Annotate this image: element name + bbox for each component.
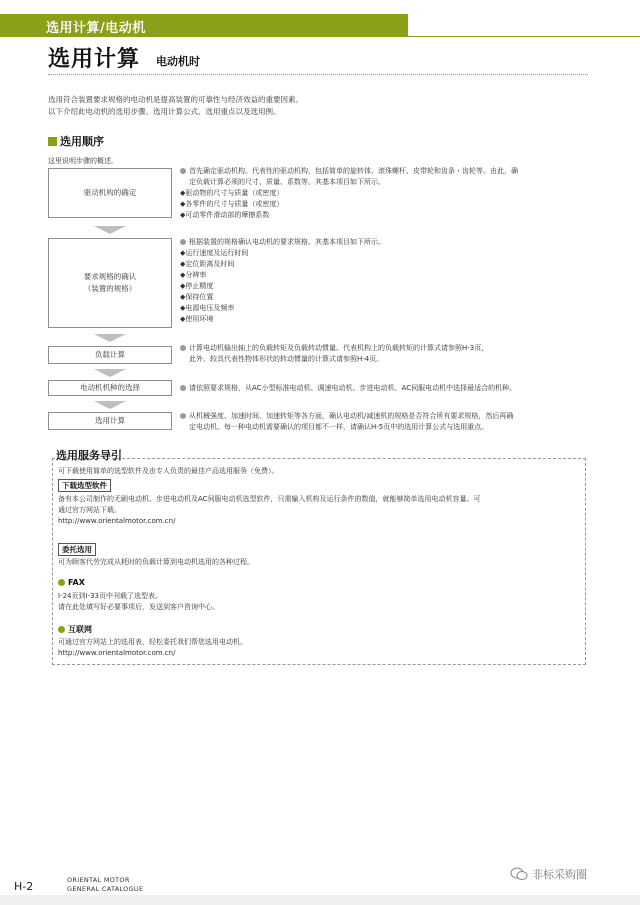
- down-arrow-icon: [94, 401, 126, 409]
- header-divider: [0, 36, 640, 37]
- step-label: 要求规格的确认: [83, 272, 137, 281]
- bullet-row: 计算电动机输出轴上的负载转矩及负载转动惯量。代表机构上的负载转矩的计算式请参照H-3页，: [180, 343, 590, 354]
- step-details: [180, 383, 590, 394]
- down-arrow-icon: [94, 334, 126, 342]
- service-guide-title: 选用服务导引: [56, 449, 122, 462]
- entrust-selection-label: 委托选用: [58, 543, 96, 556]
- bullet-dot-icon: [180, 168, 186, 174]
- bullet-item: ◆运行速度及运行时间: [180, 249, 249, 257]
- chat-bubble-icon: [510, 867, 528, 881]
- intro-text: [48, 94, 588, 118]
- procedure-description: 这里说明步骤的概述。: [48, 157, 118, 165]
- step-details: [180, 237, 590, 325]
- service-intro: 可下载使用简单的选型软件及由专人负责的最佳产品选用服务（免费）。: [58, 467, 279, 475]
- internet-heading: 互联网: [58, 624, 92, 635]
- bullet-item: ◆停止精度: [180, 282, 214, 290]
- category-header: [0, 14, 408, 36]
- step-label: （装置的规格）: [83, 284, 137, 293]
- bullet-item: ◆分辨率: [180, 271, 207, 279]
- footer-brand: ORIENTAL MOTOR GENERAL CATALOGUE: [67, 876, 144, 893]
- square-bullet-icon: [48, 137, 57, 146]
- page-subtitle: 电动机时: [156, 55, 200, 68]
- bullet-item: ◆各零件的尺寸与质量（或密度）: [180, 200, 284, 208]
- internet-description: 可通过官方网站上的选用表，轻松委托我们帮您选用电动机。 http://www.orientalmotor.com.cn/: [58, 637, 578, 659]
- step-label: 选用计算: [95, 416, 125, 425]
- bullet-dot-icon: [58, 626, 65, 633]
- bullet-item: ◆使用环境: [180, 315, 214, 323]
- download-description: 备有本公司制作的无刷电动机、步进电动机及AC伺服电动机选型软件，只需输入机构及运行条件的数值，就能够简单选用电动机容量。可 通过官方网站下载。 http://www.orientalmotor.com.cn/: [58, 494, 578, 527]
- procedure-title-text: 选用顺序: [60, 135, 104, 148]
- bullet-item: ◆电源电压及频率: [180, 304, 235, 312]
- bullet-continuation: 此外，较具代表性物体形状的转动惯量的计算式请参照H-4页。: [189, 355, 384, 363]
- internet-url-link[interactable]: http://www.orientalmotor.com.cn/: [58, 649, 176, 657]
- step-details: [180, 343, 590, 365]
- step-box-requirements: [48, 238, 172, 328]
- bullet-row: 根据装置的规格确认电动机的要求规格。其基本项目如下所示。: [180, 237, 590, 248]
- bullet-dot-icon: [180, 413, 186, 419]
- step-label: 驱动机构的确定: [83, 188, 137, 197]
- download-url-link[interactable]: http://www.orientalmotor.com.cn/: [58, 517, 176, 525]
- down-arrow-icon: [94, 226, 126, 234]
- bullet-dot-icon: [180, 345, 186, 351]
- bullet-dot-icon: [180, 385, 186, 391]
- intro-line: 选用符合装置要求规格的电动机是提高装置的可靠性与经济效益的重要因素。: [48, 95, 303, 104]
- step-label: 负载计算: [95, 350, 125, 359]
- entrust-description: 可为顾客代劳完成从耗时的负载计算到电动机选用的各种过程。: [58, 558, 254, 566]
- page-title: 选用计算: [48, 47, 141, 72]
- bullet-item: ◆可动零件滑动部的摩擦系数: [180, 211, 270, 219]
- title-divider: [48, 74, 588, 75]
- page-number: H-2: [14, 880, 34, 893]
- step-box-motor-type: [48, 380, 172, 396]
- step-box-load-calculation: [48, 346, 172, 364]
- intro-line: 以下介绍此电动机的选用步骤、选用计算公式、选用重点以及选用例。: [48, 107, 281, 116]
- down-arrow-icon: [94, 369, 126, 377]
- step-details: [180, 411, 590, 433]
- bullet-row: 从机械强度、加速时间、加速转矩等各方面，确认电动机/减速机的规格是否符合所有要求规格，然后再确: [180, 411, 590, 422]
- step-box-drive-mechanism: [48, 168, 172, 218]
- procedure-section-title: [48, 133, 104, 149]
- download-software-label: 下载选型软件: [58, 479, 111, 492]
- fax-heading: FAX: [58, 578, 85, 587]
- bullet-dot-icon: [180, 239, 186, 245]
- step-box-selection-calculation: [48, 412, 172, 430]
- watermark: [510, 866, 587, 882]
- bullet-item: ◆定位距离及时间: [180, 260, 235, 268]
- bullet-row: 请依照要求规格，从AC小型标准电动机、调速电动机、步进电动机、AC伺服电动机中选择最适合的机种。: [180, 383, 590, 394]
- bullet-row: 首先确定驱动机构。代表性的驱动机构，包括简单的旋转体、滚珠螺杆、皮带轮和齿条・齿轮等。由此，确: [180, 166, 590, 177]
- bullet-continuation: 定电动机。每一种电动机需要确认的项目都不一样，请确认H-5页中的选用计算公式与选用重点。: [189, 423, 489, 431]
- bullet-item: ◆保持位置: [180, 293, 214, 301]
- watermark-text: 非标采购圈: [532, 868, 587, 881]
- bullet-item: ◆驱动物的尺寸与质量（或密度）: [180, 189, 284, 197]
- category-header-label: 选用计算/电动机: [46, 21, 146, 36]
- footer-band: [0, 895, 640, 905]
- step-details: [180, 166, 590, 221]
- step-label: 电动机机种的选择: [80, 383, 140, 392]
- bullet-continuation: 定负载计算必须的尺寸、质量、系数等。其基本项目如下所示。: [189, 178, 385, 186]
- fax-description: I-24页到I-33页中刊载了选型表。 请在此处填写好必要事项后，发送到客户咨询中心。: [58, 592, 219, 611]
- bullet-dot-icon: [58, 579, 65, 586]
